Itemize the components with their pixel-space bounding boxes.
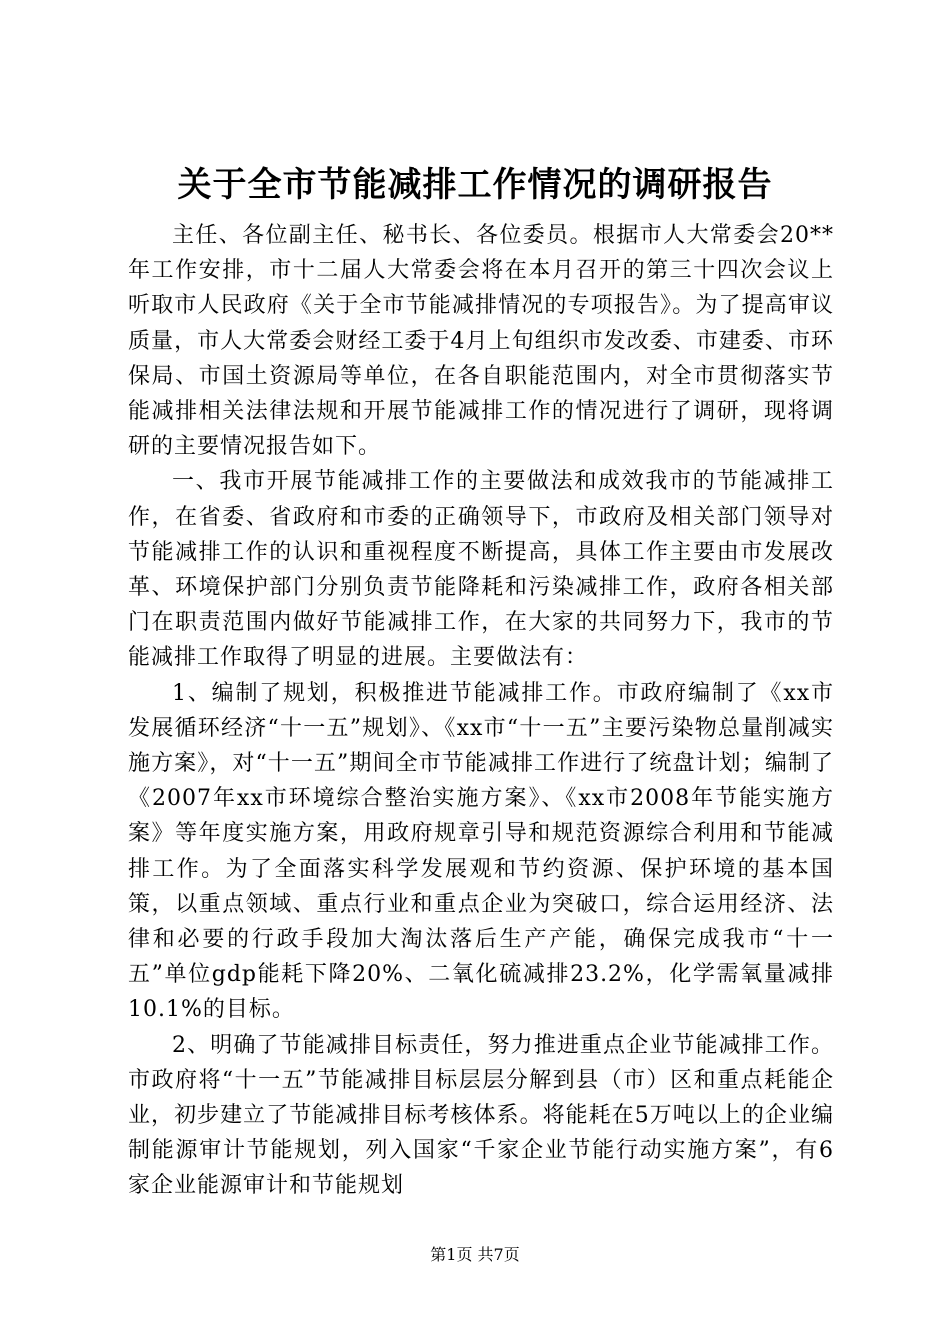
- page-footer: 第1页 共7页: [430, 1245, 520, 1264]
- paragraph-section-one: 一、我市开展节能减排工作的主要做法和成效我市的节能减排工作，在省委、省政府和市委的正确领导下，市政府及相关部门领导对节能减排工作的认识和重视程度不断提高，具体工作主要由市发展改革、环境保护部门分别负责节能降耗和污染减排工作，政府各相关部门在职责范围内做好节能减排工作，在大家的共同努力下，我市的节能减排工作取得了明显的进展。主要做法有：: [128, 469, 834, 671]
- document-title: 关于全市节能减排工作情况的调研报告: [177, 165, 773, 205]
- document-body: [128, 218, 834, 1204]
- paragraph-item-two: 2、明确了节能减排目标责任，努力推进重点企业节能减排工作。市政府将“十一五”节能减排目标层层分解到县（市）区和重点耗能企业，初步建立了节能减排目标考核体系。将能耗在5万吨以上的企业编制能源审计节能规划，列入国家“千家企业节能行动实施方案”，有6家企业能源审计和节能规划: [128, 1032, 834, 1199]
- paragraph-intro: 主任、各位副主任、秘书长、各位委员。根据市人大常委会20**年工作安排，市十二届人大常委会将在本月召开的第三十四次会议上听取市人民政府《关于全市节能减排情况的专项报告》。为了提高审议质量，市人大常委会财经工委于4月上旬组织市发改委、市建委、市环保局、市国土资源局等单位，在各自职能范围内，对全市贯彻落实节能减排相关法律法规和开展节能减排工作的情况进行了调研，现将调研的主要情况报告如下。: [128, 223, 834, 460]
- paragraph-item-one: 1、编制了规划，积极推进节能减排工作。市政府编制了《xx市发展循环经济“十一五”规划》、《xx市“十一五”主要污染物总量削减实施方案》，对“十一五”期间全市节能减排工作进行了统盘计划；编制了《2007年xx市环境综合整治实施方案》、《xx市2008年节能实施方案》等年度实施方案，用政府规章引导和规范资源综合利用和节能减排工作。为了全面落实科学发展观和节约资源、保护环境的基本国策，以重点领域、重点行业和重点企业为突破口，综合运用经济、法律和必要的行政手段加大淘汰落后生产产能，确保完成我市“十一五”单位gdp能耗下降20%、二氧化硫减排23.2%，化学需氧量减排10.1%的目标。: [128, 680, 834, 1023]
